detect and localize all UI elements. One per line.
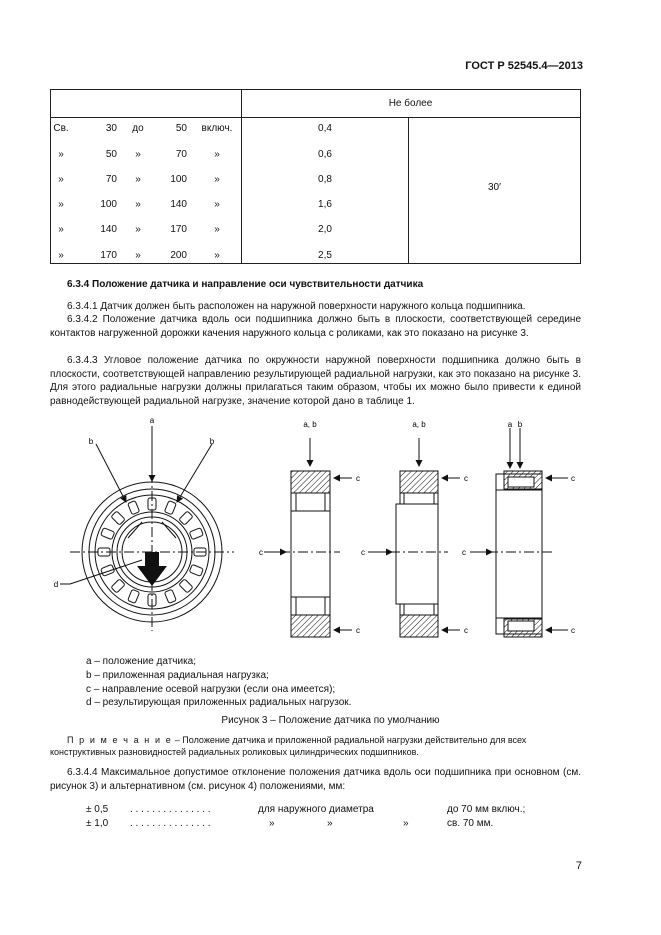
figure-3-sensor-position xyxy=(40,418,600,650)
legend-d: d – результирующая приложенных радиальных нагрузок. xyxy=(86,697,352,708)
label-a: a xyxy=(149,418,155,425)
label-b-right: b xyxy=(209,437,215,446)
label-c-1-bottom: c xyxy=(356,626,360,635)
table-column-header: Не более xyxy=(388,98,433,109)
section-view-2 xyxy=(368,438,460,637)
tolerance-table xyxy=(50,89,581,264)
legend-a: a – положение датчика; xyxy=(86,656,197,667)
paragraph-6-3-4-2: 6.3.4.2 Положение датчика вдоль оси подшипника должно быть в плоскости, соответствующей середине контактов нагруженной дорожки качения наружного кольца с роликами, как это показано на рисунке 3. xyxy=(50,314,581,339)
roller xyxy=(179,511,193,525)
roller xyxy=(101,564,115,576)
roller xyxy=(189,528,203,540)
roller xyxy=(128,589,140,603)
label-d: d xyxy=(53,580,59,589)
table-row: » 50 » 70 » 0,6 xyxy=(58,149,332,160)
roller xyxy=(111,579,125,593)
roller xyxy=(164,501,176,515)
table-row: » 140 » 170 » 2,0 xyxy=(58,224,332,235)
section-view-1 xyxy=(264,438,352,637)
label-ab-2: a, b xyxy=(412,420,426,429)
section-view-3 xyxy=(470,428,568,637)
merged-angle-value: 30′ xyxy=(488,182,501,193)
paragraph-6-3-4-4: 6.3.4.4 Максимальное допустимое отклонение положения датчика вдоль оси подшипника при основном (см. рисунок 3) и альтернативном (см. рисунок 4) положениями, мм: xyxy=(50,767,581,792)
document-code: ГОСТ Р 52545.4—2013 xyxy=(465,60,583,72)
table-row: » 70 » 100 » 0,8 xyxy=(58,174,332,185)
label-c-3-left: c xyxy=(462,548,466,557)
table-row: Св. 30 до 50 включ. 0,4 xyxy=(53,123,332,134)
label-c-1-left: c xyxy=(259,548,263,557)
label-c-3-bottom: c xyxy=(571,626,575,635)
roller xyxy=(128,501,140,515)
label-c-2-top: c xyxy=(464,474,468,483)
label-c-2-left: c xyxy=(361,548,365,557)
label-a-3: a xyxy=(507,420,513,429)
figure-note: П р и м е ч а н и е – Положение датчика и приложенной радиальной нагрузки действительно для всех конструктивных разновидностей радиальных роликовых цилиндрических подшипников. xyxy=(50,735,527,757)
paragraph-6-3-4-1: 6.3.4.1 Датчик должен быть расположен на наружной поверхности наружного кольца подшипника. xyxy=(67,301,526,312)
section-title: 6.3.4 Положение датчика и направление оси чувствительности датчика xyxy=(67,279,424,290)
front-view-bearing xyxy=(60,426,234,631)
roller xyxy=(111,511,125,525)
figure-caption: Рисунок 3 – Положение датчика по умолчанию xyxy=(221,715,440,726)
roller xyxy=(179,579,193,593)
legend-b: b – приложенная радиальная нагрузка; xyxy=(86,670,269,681)
roller xyxy=(189,564,203,576)
roller xyxy=(101,528,115,540)
label-b-3: b xyxy=(517,420,523,429)
table-row: » 170 » 200 » 2,5 xyxy=(58,250,332,261)
label-ab-1: a, b xyxy=(303,420,317,429)
label-c-1-top: c xyxy=(356,474,360,483)
roller xyxy=(164,589,176,603)
resultant-load-arrow xyxy=(137,552,167,586)
table-row: » 100 » 140 » 1,6 xyxy=(58,199,332,210)
label-c-3-top: c xyxy=(571,474,575,483)
label-b-left: b xyxy=(88,437,94,446)
legend-c: c – направление осевой нагрузки (если она имеется); xyxy=(86,684,336,695)
paragraph-6-3-4-3: 6.3.4.3 Угловое положение датчика по окружности наружной поверхности подшипника должно быть в плоскости, соответствующей направлению результирующей радиальной нагрузки, как это показано на рисунке 3. Для этого радиальные нагрузки должны прилагаться таким образом, чтобы их можно было привести к единой равнодействующей радиальной нагрузке, значение которой дано в таблице 1. xyxy=(50,355,581,407)
page-number: 7 xyxy=(575,860,582,872)
label-c-2-bottom: c xyxy=(464,626,468,635)
